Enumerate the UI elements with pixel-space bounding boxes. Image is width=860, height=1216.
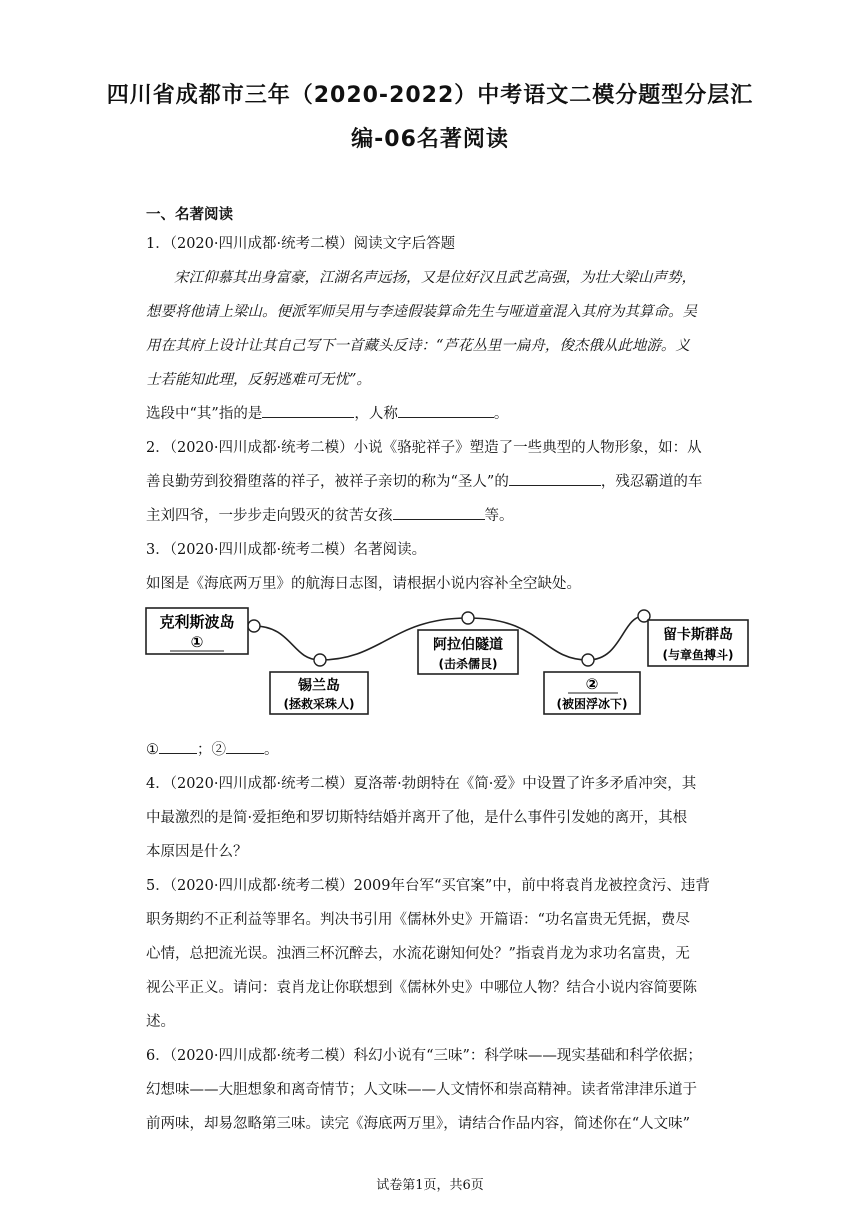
q1-blank-1[interactable] xyxy=(262,403,354,418)
page-footer: 试卷第1页，共6页 xyxy=(376,1178,484,1193)
title-line-1: 四川省成都市三年（2020-2022）中考语文二模分题型分层汇 xyxy=(106,83,754,108)
q5-line-1: 5．（2020·四川成都·统考二模）2009年台军“买官案”中，前中将袁肖龙被控贪污、违背 xyxy=(146,878,710,894)
box4-sub: (被困浮冰下) xyxy=(556,697,628,711)
q1-question xyxy=(146,402,726,423)
q2-line-1: 2．（2020·四川成都·统考二模）小说《骆驼祥子》塑造了一些典型的人物形象，如：从 xyxy=(146,440,702,456)
q2-line-2 xyxy=(146,470,726,491)
box5-sub: (与章鱼搏斗) xyxy=(662,648,734,662)
q3-answer-c: 。 xyxy=(264,742,279,758)
title-line-2: 编-06名著阅读 xyxy=(351,127,509,152)
q3-blank-1[interactable] xyxy=(159,739,197,754)
q1-passage-1: 宋江仰慕其出身富豪，江湖名声远扬，又是位好汉且武艺高强，为壮大梁山声势， xyxy=(174,270,696,286)
box1-title: 克利斯波岛 xyxy=(159,613,235,631)
q1-ask-b: ，人称 xyxy=(354,406,398,422)
route-node-4 xyxy=(582,654,594,666)
q3-blank-2[interactable] xyxy=(226,739,264,754)
q1-ask-c: 。 xyxy=(493,406,509,422)
box2-sub: (拯救采珠人) xyxy=(283,697,355,711)
q2-text-2b: ，残忍霸道的车 xyxy=(600,474,703,490)
q2-text-3b: 等。 xyxy=(484,508,514,524)
q3-answer-b: ；② xyxy=(197,742,226,758)
q4-line-3: 本原因是什么？ xyxy=(146,844,248,860)
box5-title: 留卡斯群岛 xyxy=(663,627,733,643)
box4-blank[interactable]: ② xyxy=(585,675,599,693)
q1-passage-4: 士若能知此理，反躬逃难可无忧”。 xyxy=(146,372,371,388)
route-node-3 xyxy=(462,612,474,624)
q1-passage-2: 想要将他请上梁山。便派军师吴用与李逵假装算命先生与哑道童混入其府为其算命。吴 xyxy=(146,304,697,320)
section-heading: 一、名著阅读 xyxy=(146,207,233,223)
q5-line-5: 述。 xyxy=(146,1014,175,1030)
box1-blank[interactable]: ① xyxy=(190,633,204,651)
q5-line-3: 心情，总把流光误。浊酒三杯沉醉去，水流花谢知何处？”指袁肖龙为求功名富贵，无 xyxy=(146,946,690,962)
q1-blank-2[interactable] xyxy=(398,403,494,418)
q6-line-3: 前两味，却易忽略第三味。读完《海底两万里》，请结合作品内容，简述你在“人文味” xyxy=(146,1116,691,1132)
box3-title: 阿拉伯隧道 xyxy=(433,637,503,653)
q6-line-1: 6．（2020·四川成都·统考二模）科幻小说有“三味”：科学味——现实基础和科学依据； xyxy=(146,1048,702,1064)
q2-blank-1[interactable] xyxy=(509,471,601,486)
voyage-log-diagram xyxy=(142,602,762,724)
q5-line-2: 职务期约不正利益等罪名。判决书引用《儒林外史》开篇语：“功名富贵无凭据，费尽 xyxy=(146,912,690,928)
q2-line-3 xyxy=(146,504,726,525)
q1-passage-3: 用在其府上设计让其自己写下一首藏头反诗：“芦花丛里一扁舟，俊杰俄从此地游。义 xyxy=(146,338,690,354)
q3-answer-a: ① xyxy=(146,742,159,758)
q4-line-1: 4．（2020·四川成都·统考二模）夏洛蒂·勃朗特在《简·爱》中设置了许多矛盾冲突，其 xyxy=(146,776,697,792)
q2-blank-2[interactable] xyxy=(393,505,485,520)
q3-intro: 如图是《海底两万里》的航海日志图，请根据小说内容补全空缺处。 xyxy=(146,576,581,592)
box3-sub: (击杀儒艮) xyxy=(438,657,498,671)
q3-answer-line xyxy=(146,738,726,759)
q4-line-2: 中最激烈的是简·爱拒绝和罗切斯特结婚并离开了他，是什么事件引发她的离开，其根 xyxy=(146,810,688,826)
q5-line-4: 视公平正义。请问：袁肖龙让你联想到《儒林外史》中哪位人物？结合小说内容简要陈 xyxy=(146,980,697,996)
q6-line-2: 幻想味——大胆想象和离奇情节；人文味——人文情怀和崇高精神。读者常津津乐道于 xyxy=(146,1082,697,1098)
route-node-1 xyxy=(248,620,260,632)
box2-title: 锡兰岛 xyxy=(298,678,340,694)
q1-ask-a: 选段中“其”指的是 xyxy=(146,406,263,422)
route-node-2 xyxy=(314,654,326,666)
q3-head: 3．（2020·四川成都·统考二模）名著阅读。 xyxy=(146,542,427,558)
q2-text-3a: 主刘四爷，一步步走向毁灭的贫苦女孩 xyxy=(146,508,393,524)
q1-head: 1．（2020·四川成都·统考二模）阅读文字后答题 xyxy=(146,236,456,252)
q2-text-2a: 善良勤劳到狡猾堕落的祥子，被祥子亲切的称为“圣人”的 xyxy=(146,474,509,490)
